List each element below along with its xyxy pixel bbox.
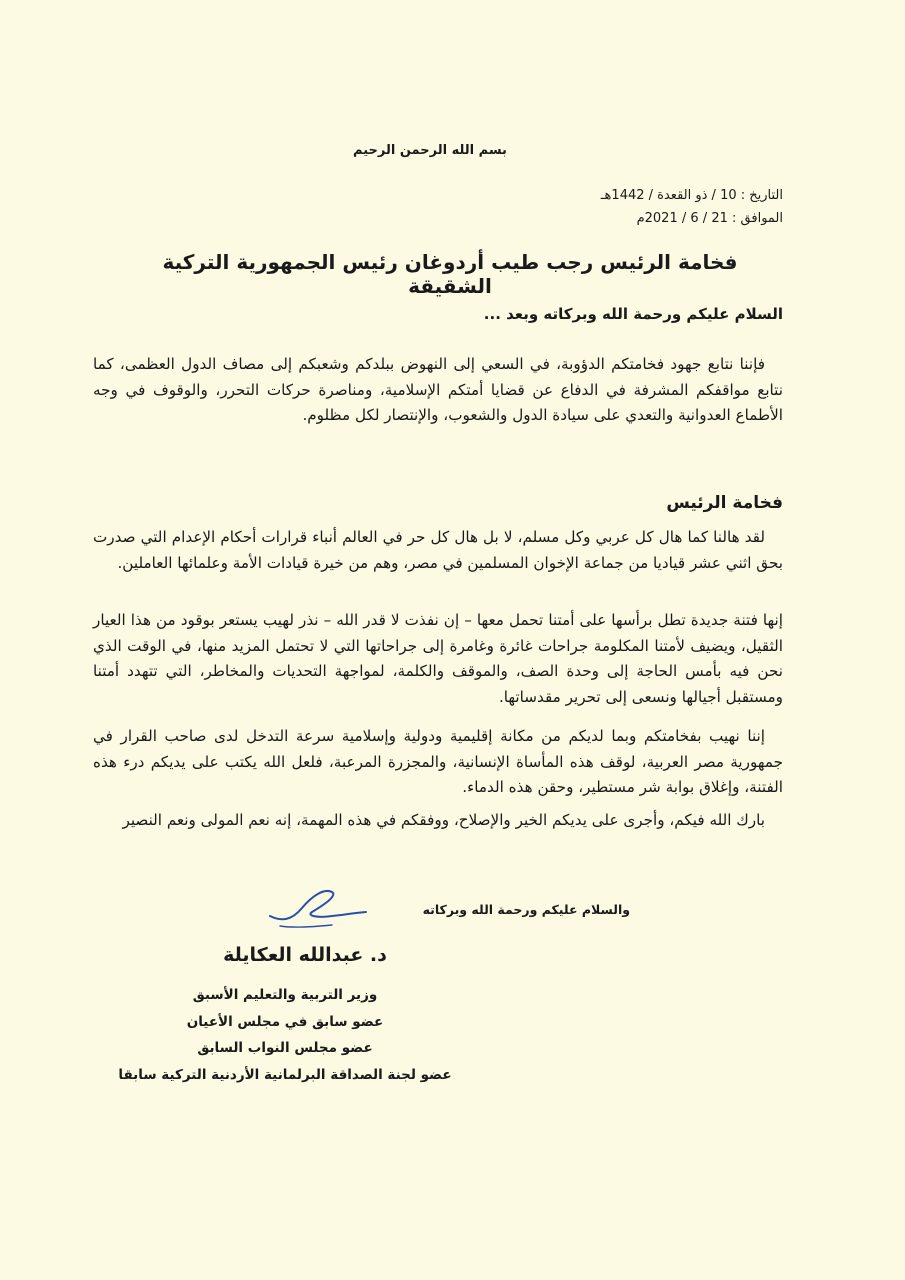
signatory-title: عضو سابق في مجلس الأعيان [186,1013,384,1030]
letter-title: فخامة الرئيس رجب طيب أردوغان رئيس الجمهورية التركية الشقيقة [162,250,738,298]
signatory-title: عضو لجنة الصداقة البرلمانية الأردنية التركية سابقا [118,1066,452,1083]
signatory-titles [100,982,470,1088]
date-block [483,184,783,230]
signatory-title: عضو مجلس النواب السابق [197,1040,373,1056]
signatory-name: د. عبدالله العكايلة [223,944,387,966]
greeting: السلام عليكم ورحمة الله وبركاته وبعد ... [483,305,783,323]
paragraph-4: إننا نهيب بفخامتكم وبما لديكم من مكانة إقليمية ودولية وإسلامية سرعة التدخل لدى صاحب القرار في جمهورية مصر العربية، لوقف هذه المأساة الإنسانية، والمجزرة المرعبة، فلعل الله يكتب على يديكم درء هذه الفتنة، وإغلاق بوابة شر مستطير، وحقن هذه الدماء. [93,727,783,796]
section-heading: فخامة الرئيس [666,493,783,513]
hijri-date: التاريخ : 10 / ذو القعدة / 1442هـ [600,188,783,203]
basmala: بسم الله الرحمن الرحيم [353,143,507,158]
paragraph-3: إنها فتنة جديدة تطل برأسها على أمتنا تحمل معها – إن نفذت لا قدر الله – نذر لهيب يستعر بوقود من هذا العيار الثقيل، ويضيف لأمتنا المكلومة جراحات غائرة وغامرة إلى جراحاتها التي لا تحتمل المزيد منها، في الوقت الذي نحن فيه بأمس الحاجة إلى وحدة الصف، والموقف والكلمة، لمواجهة التحديات والمخاطر، التي تتهدد أمتنا ومستقبل أجيالها ونسعى إلى تحرير مقدساتها. [93,611,783,706]
closing-salutation: والسلام عليكم ورحمة الله وبركاته [422,902,630,917]
signatory-title: وزير التربية والتعليم الأسبق [192,987,378,1003]
paragraph-2: لقد هالنا كما هال كل عربي وكل مسلم، لا بل هال كل حر في العالم أنباء قرارات أحكام الإعدام التي صدرت بحق اثني عشر قياديا من جماعة الإخوان المسلمين في مصر، وهم من خيرة قيادات الأمة وعلمائها العاملين. [93,528,783,572]
paragraph-1: فإننا نتابع جهود فخامتكم الدؤوبة، في السعي إلى النهوض ببلدكم وشعبكم إلى مصاف الدول العظمى، كما نتابع مواقفكم المشرفة في الدفاع عن قضايا أمتكم الإسلامية، ومناصرة حركات التحرر، والوقوف في وجه الأطماع العدوانية والتعدي على سيادة الدول والشعوب، والإنتصار لكل مظلوم. [93,355,783,424]
paragraph-5: بارك الله فيكم، وأجرى على يديكم الخير والإصلاح، ووفقكم في هذه المهمة، إنه نعم المولى ونعم النصير [122,811,765,829]
gregorian-date: الموافق : 21 / 6 / 2021م [636,211,783,226]
